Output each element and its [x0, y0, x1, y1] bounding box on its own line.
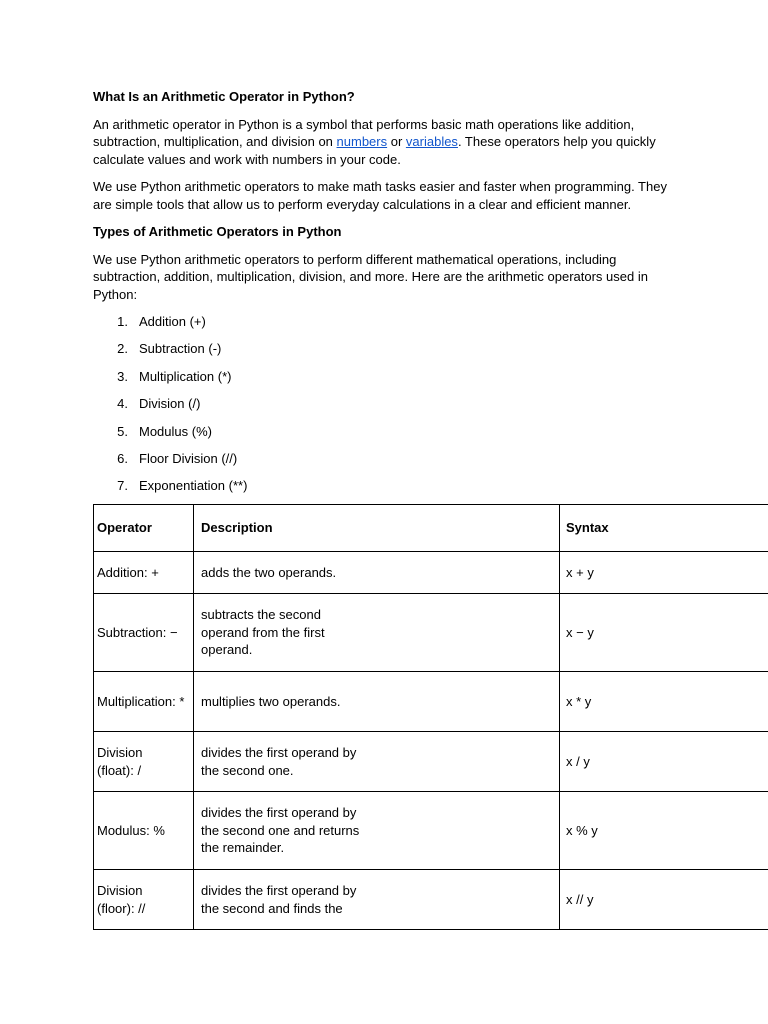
- cell-syntax: x / y: [560, 732, 768, 792]
- list-item: [93, 450, 768, 477]
- list-item-number: 3.: [117, 368, 128, 384]
- document-page: [93, 88, 768, 505]
- header-description: Description: [194, 505, 560, 552]
- list-item-label: Subtraction (-): [139, 341, 222, 357]
- header-operator: Operator: [94, 505, 194, 552]
- table-row: [94, 594, 768, 672]
- cell-description: [194, 732, 560, 792]
- table-row: [94, 672, 768, 732]
- list-item-label: Exponentiation (**): [139, 478, 248, 494]
- cell-operator: [94, 870, 194, 930]
- cell-operator: Modulus: %: [94, 792, 194, 870]
- cell-syntax: x − y: [560, 594, 768, 672]
- intro-paragraph: [93, 116, 673, 169]
- list-item-number: 7.: [117, 478, 128, 494]
- list-item-label: Modulus (%): [139, 423, 212, 439]
- table-row: [94, 870, 768, 930]
- cell-syntax: x // y: [560, 870, 768, 930]
- intro-text-2: or: [387, 134, 406, 149]
- types-intro-paragraph: We use Python arithmetic operators to perform different mathematical operations, including subtraction, addition, multiplication, division, and more. Here are the arithmetic operators used in Python:: [93, 251, 648, 302]
- list-item: [93, 395, 768, 422]
- description-text: divides the first operand by the second one and returns the remainder.: [201, 805, 360, 856]
- list-item: [93, 477, 768, 504]
- cell-syntax: x % y: [560, 792, 768, 870]
- cell-description: [194, 870, 560, 930]
- cell-operator: Addition: +: [94, 552, 194, 594]
- variables-link[interactable]: variables: [405, 134, 458, 149]
- list-item: [93, 340, 768, 367]
- list-item: [93, 423, 768, 450]
- description-text: divides the first operand by the second one.: [201, 745, 357, 778]
- list-item-number: 5.: [117, 423, 128, 439]
- description-text: divides the first operand by the second and finds the: [201, 883, 357, 916]
- table-header-row: [94, 505, 768, 552]
- list-item: [93, 368, 768, 395]
- list-item-number: 2.: [117, 341, 128, 357]
- list-item: [93, 313, 768, 340]
- header-syntax: Syntax: [560, 505, 768, 552]
- operator-text: Division (float): /: [97, 745, 143, 778]
- description-text: adds the two operands.: [201, 564, 337, 580]
- operator-text: Division (floor): //: [97, 883, 146, 916]
- cell-description: [194, 552, 560, 594]
- cell-syntax: x * y: [560, 672, 768, 732]
- intro-text-3: . These operators help you quickly calculate values and work with numbers in your code.: [93, 134, 656, 167]
- usage-paragraph: We use Python arithmetic operators to make math tasks easier and faster when programming. They are simple tools that allow us to perform everyday calculations in a clear and efficient manner.: [93, 179, 667, 212]
- cell-description: [194, 594, 560, 672]
- table-row: [94, 552, 768, 594]
- numbers-link[interactable]: numbers: [336, 134, 388, 149]
- operator-list: [93, 313, 768, 505]
- cell-operator: Multiplication: *: [94, 672, 194, 732]
- cell-syntax: x + y: [560, 552, 768, 594]
- page-title: What Is an Arithmetic Operator in Python?: [93, 89, 355, 104]
- cell-description: [194, 792, 560, 870]
- table-row: [94, 792, 768, 870]
- types-heading: Types of Arithmetic Operators in Python: [93, 224, 342, 239]
- list-item-label: Division (/): [139, 396, 201, 412]
- list-item-label: Addition (+): [139, 314, 206, 329]
- cell-operator: [94, 732, 194, 792]
- cell-description: [194, 672, 560, 732]
- intro-text-1: An arithmetic operator in Python is a symbol that performs basic math operations like addition, subtraction, multiplication, and division on: [93, 116, 635, 149]
- list-item-number: 1.: [117, 314, 128, 329]
- list-item-label: Multiplication (*): [139, 368, 232, 384]
- operators-table: [93, 504, 768, 930]
- list-item-number: 6.: [117, 450, 128, 466]
- table-row: [94, 732, 768, 792]
- description-text: multiplies two operands.: [201, 693, 341, 709]
- list-item-label: Floor Division (//): [139, 450, 238, 466]
- list-item-number: 4.: [117, 396, 128, 412]
- cell-operator: Subtraction: −: [94, 594, 194, 672]
- description-text: subtracts the second operand from the first operand.: [201, 607, 325, 658]
